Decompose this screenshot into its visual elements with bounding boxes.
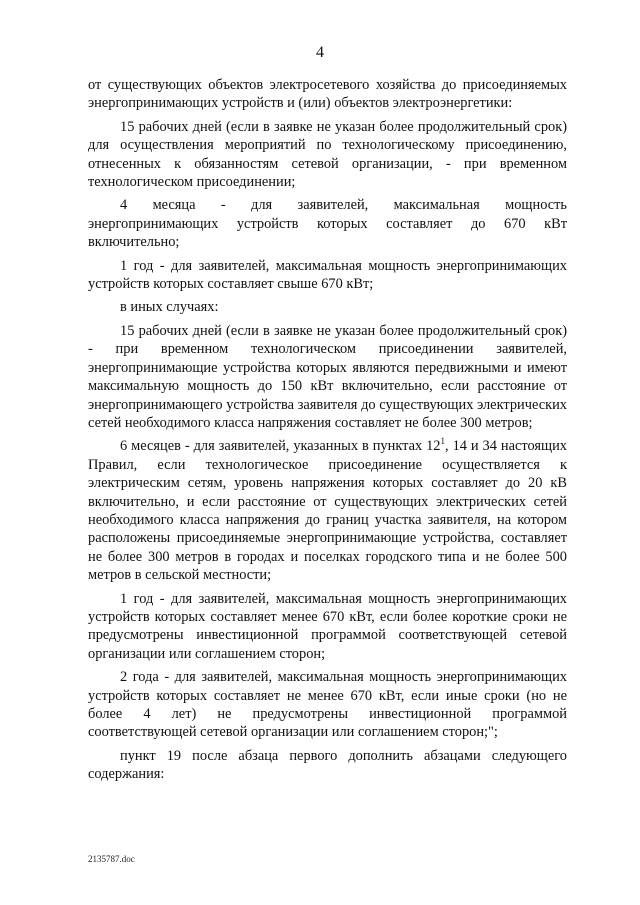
paragraph-4: 1 год - для заявителей, максимальная мощность энергопринимающих устройств которых составляет свыше 670 кВт; <box>88 257 567 293</box>
page-number: 4 <box>316 44 324 61</box>
paragraph-9: 2 года - для заявителей, максимальная мощность энергопринимающих устройств которых составляет не менее 670 кВт, если иные сроки (но не более 4 лет) не предусмотрены инвестиционной программой соответствующей сетевой организации или соглашением сторон;"; <box>88 669 567 741</box>
paragraph-7-part-1: 6 месяцев - для заявителей, указанных в пунктах 12 <box>120 438 441 455</box>
paragraph-10: пункт 19 после абзаца первого дополнить абзацами следующего содержания: <box>88 747 567 783</box>
paragraph-6: 15 рабочих дней (если в заявке не указан более продолжительный срок) - при временном технологическом присоединении заявителей, энергопринимающие устройства которых являются передвижными и имеют максимальную мощность до 150 кВт включительно, если расстояние от энергопринимающего устройства заявителя до существующих электрических сетей необходимого класса напряжения составляет не более 300 метров; <box>88 322 567 431</box>
superscript-footnote: 1 <box>440 436 446 447</box>
paragraph-2: 15 рабочих дней (если в заявке не указан более продолжительный срок) для осуществления мероприятий по технологическому присоединению, отнесенных к обязанностям сетевой организации, - при временном технологическом присоединении; <box>88 118 567 191</box>
paragraph-3: 4 месяца - для заявителей, максимальная мощность энергопринимающих устройств которых составляет до 670 кВт включительно; <box>88 197 567 251</box>
footer-doc-ref: 2135787.doc <box>88 854 135 864</box>
paragraph-7 <box>88 437 567 584</box>
paragraph-1: от существующих объектов электросетевого хозяйства до присоединяемых энергопринимающих устройств и (или) объектов электроэнергетики: <box>88 77 567 112</box>
paragraph-8: 1 год - для заявителей, максимальная мощность энергопринимающих устройств которых составляет менее 670 кВт, если более короткие сроки не предусмотрены инвестиционной программой соответствующей сетевой организации или соглашением сторон; <box>88 590 567 662</box>
paragraph-7-part-2: , 14 и 34 настоящих Правил, если технологическое присоединение осуществляется к электрическим сетям, уровень напряжения которых составляет до 20 кВ включительно, и если расстояние от существующих электрических сетей необходимого класса напряжения до границ участка заявителя, на котором расположены присоединяемые энергопринимающие устройства, составляет не более 300 метров в городах и поселках городского типа и не более 500 метров в сельской местности; <box>88 438 567 584</box>
document-body <box>88 76 567 789</box>
paragraph-5: в иных случаях: <box>120 299 219 316</box>
